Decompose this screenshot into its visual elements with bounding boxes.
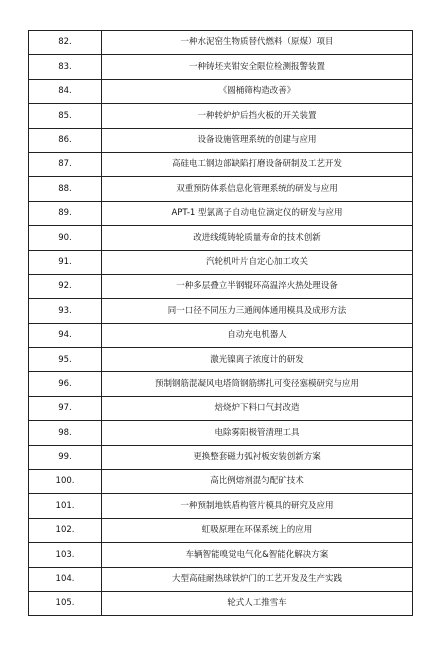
row-number: 102. <box>29 518 102 542</box>
table-row <box>29 274 413 298</box>
project-title: 更换整套磁力弧衬板安装创新方案 <box>102 445 413 469</box>
table-row <box>29 591 413 615</box>
row-number: 97. <box>29 396 102 420</box>
project-title: 自动充电机器人 <box>102 323 413 347</box>
table-row <box>29 299 413 323</box>
project-title: 一种多层叠立半钢辊环高温淬火热处理设备 <box>102 274 413 298</box>
row-number: 91. <box>29 250 102 274</box>
project-title: 车辆智能嗅觉电气化&智能化解决方案 <box>102 543 413 567</box>
table-row <box>29 543 413 567</box>
table-row <box>29 177 413 201</box>
project-title: 一种转炉炉后挡火板的开关装置 <box>102 104 413 128</box>
table-row <box>29 128 413 152</box>
table-row <box>29 421 413 445</box>
row-number: 98. <box>29 421 102 445</box>
row-number: 99. <box>29 445 102 469</box>
row-number: 100. <box>29 470 102 494</box>
row-number: 101. <box>29 494 102 518</box>
row-number: 87. <box>29 152 102 176</box>
table-row <box>29 31 413 55</box>
row-number: 85. <box>29 104 102 128</box>
row-number: 94. <box>29 323 102 347</box>
row-number: 104. <box>29 567 102 591</box>
table-row <box>29 323 413 347</box>
project-title: 预制钢筋混凝风电塔筒钢筋绑扎可变径塞模研究与应用 <box>102 372 413 396</box>
project-list-table <box>28 30 413 616</box>
project-title: 焙烧炉下料口气封改造 <box>102 396 413 420</box>
table-row <box>29 494 413 518</box>
row-number: 82. <box>29 31 102 55</box>
row-number: 88. <box>29 177 102 201</box>
project-title: 高硅电工钢边部缺陷打磨设备研制及工艺开发 <box>102 152 413 176</box>
project-title: 一种预制地铁盾构管片模具的研究及应用 <box>102 494 413 518</box>
project-title: 轮式人工推雪车 <box>102 591 413 615</box>
row-number: 84. <box>29 79 102 103</box>
table-row <box>29 470 413 494</box>
row-number: 90. <box>29 226 102 250</box>
project-title: 一种水泥窑生物质替代燃料（原煤）项目 <box>102 31 413 55</box>
table-row <box>29 152 413 176</box>
table-row <box>29 567 413 591</box>
row-number: 93. <box>29 299 102 323</box>
project-title: 激光镍离子浓度计的研发 <box>102 348 413 372</box>
project-title: 大型高硅耐热球铁炉门的工艺开发及生产实践 <box>102 567 413 591</box>
project-title: APT-1 型氯离子自动电位滴定仪的研发与应用 <box>102 201 413 225</box>
project-title: 设备设施管理系统的创建与应用 <box>102 128 413 152</box>
row-number: 105. <box>29 591 102 615</box>
row-number: 103. <box>29 543 102 567</box>
table-row <box>29 79 413 103</box>
project-title: 双重预防体系信息化管理系统的研发与应用 <box>102 177 413 201</box>
table-row <box>29 445 413 469</box>
table-row <box>29 104 413 128</box>
table-row <box>29 348 413 372</box>
project-title: 汽轮机叶片自定心加工攻关 <box>102 250 413 274</box>
table-row <box>29 518 413 542</box>
row-number: 89. <box>29 201 102 225</box>
table-row <box>29 372 413 396</box>
row-number: 95. <box>29 348 102 372</box>
project-title: 《圆桶筛构造改善》 <box>102 79 413 103</box>
table-row <box>29 396 413 420</box>
table-row <box>29 226 413 250</box>
project-title: 同一口径不同压力三通阀体通用模具及成形方法 <box>102 299 413 323</box>
row-number: 83. <box>29 55 102 79</box>
table-row <box>29 201 413 225</box>
project-title: 高比例熔剂混匀配矿技术 <box>102 470 413 494</box>
table-row <box>29 250 413 274</box>
table-body <box>29 31 413 616</box>
table-row <box>29 55 413 79</box>
row-number: 86. <box>29 128 102 152</box>
project-title: 虹吸原理在环保系统上的应用 <box>102 518 413 542</box>
project-title: 电除雾阳极管清理工具 <box>102 421 413 445</box>
row-number: 96. <box>29 372 102 396</box>
row-number: 92. <box>29 274 102 298</box>
project-title: 改进线缆铸轮质量寿命的技术创新 <box>102 226 413 250</box>
project-title: 一种铸坯夹钳安全限位检测报警装置 <box>102 55 413 79</box>
